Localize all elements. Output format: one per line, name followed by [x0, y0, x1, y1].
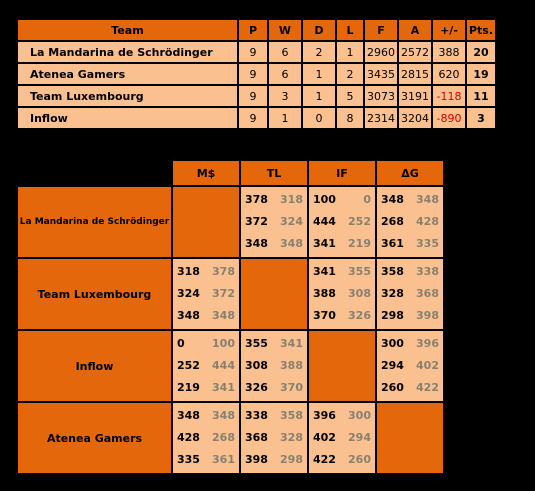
header-pts: Pts.: [467, 20, 495, 40]
score-pair: [377, 377, 443, 399]
header-w: W: [269, 20, 301, 40]
score-pair: [241, 405, 307, 427]
standings-header-row: [18, 20, 495, 40]
losses: 8: [337, 108, 363, 128]
wins: 1: [269, 108, 301, 128]
score-pair: [377, 189, 443, 211]
grid-score-cell: [309, 187, 375, 257]
score-pair: [173, 355, 239, 377]
score-for: 372: [245, 215, 268, 228]
score-against: 341: [212, 381, 235, 394]
score-pair: [377, 261, 443, 283]
grid-row-header: Atenea Gamers: [18, 403, 171, 473]
grid-score-cell: [241, 331, 307, 401]
grid-self-cell: [241, 259, 307, 329]
score-for: 328: [381, 287, 404, 300]
score-pair: [241, 449, 307, 471]
score-against: 335: [416, 237, 439, 250]
point-difference: -118: [433, 86, 465, 106]
wins: 3: [269, 86, 301, 106]
grid-column-header: M$: [173, 161, 239, 185]
grid-score-cell: [241, 403, 307, 473]
score-for: 335: [177, 453, 200, 466]
score-against: 402: [416, 359, 439, 372]
table-row: [18, 108, 495, 128]
score-against: 355: [348, 265, 371, 278]
grid-column-header: ΔG: [377, 161, 443, 185]
team-name: La Mandarina de Schrödinger: [18, 42, 237, 62]
score-against: 298: [280, 453, 303, 466]
score-for: 396: [313, 409, 336, 422]
score-pair: [309, 427, 375, 449]
score-against: 300: [348, 409, 371, 422]
score-for: 326: [245, 381, 268, 394]
score-against: 422: [416, 381, 439, 394]
grid-corner: [18, 161, 171, 185]
score-against: 219: [348, 237, 371, 250]
head-to-head-grid: [16, 159, 445, 475]
score-for: 361: [381, 237, 404, 250]
score-pair: [173, 449, 239, 471]
score-against: 326: [348, 309, 371, 322]
header-plus-minus: +/-: [433, 20, 465, 40]
score-against: 428: [416, 215, 439, 228]
score-for: 260: [381, 381, 404, 394]
played: 9: [239, 86, 267, 106]
score-for: 308: [245, 359, 268, 372]
score-against: 378: [212, 265, 235, 278]
score-pair: [377, 333, 443, 355]
point-difference: 620: [433, 64, 465, 84]
score-for: 348: [177, 309, 200, 322]
point-difference: 388: [433, 42, 465, 62]
points-for: 3073: [365, 86, 397, 106]
score-for: 358: [381, 265, 404, 278]
grid-row-header: Team Luxembourg: [18, 259, 171, 329]
grid-row: [18, 331, 443, 401]
score-against: 100: [212, 337, 235, 350]
score-for: 268: [381, 215, 404, 228]
score-pair: [309, 405, 375, 427]
score-for: 300: [381, 337, 404, 350]
played: 9: [239, 42, 267, 62]
score-pair: [173, 405, 239, 427]
draws: 2: [303, 42, 335, 62]
losses: 5: [337, 86, 363, 106]
score-pair: [173, 261, 239, 283]
score-for: 348: [381, 193, 404, 206]
points-for: 3435: [365, 64, 397, 84]
score-for: 370: [313, 309, 336, 322]
score-against: 308: [348, 287, 371, 300]
score-pair: [309, 261, 375, 283]
table-row: [18, 86, 495, 106]
team-name: Inflow: [18, 108, 237, 128]
score-for: 428: [177, 431, 200, 444]
score-against: 370: [280, 381, 303, 394]
score-pair: [241, 333, 307, 355]
score-against: 268: [212, 431, 235, 444]
score-pair: [377, 305, 443, 327]
score-for: 348: [245, 237, 268, 250]
wins: 6: [269, 64, 301, 84]
score-pair: [173, 283, 239, 305]
score-pair: [241, 377, 307, 399]
score-against: 348: [416, 193, 439, 206]
grid-score-cell: [377, 187, 443, 257]
grid-score-cell: [377, 259, 443, 329]
wins: 6: [269, 42, 301, 62]
losses: 1: [337, 42, 363, 62]
grid-self-cell: [309, 331, 375, 401]
score-pair: [241, 233, 307, 255]
score-against: 358: [280, 409, 303, 422]
draws: 0: [303, 108, 335, 128]
score-against: 252: [348, 215, 371, 228]
header-d: D: [303, 20, 335, 40]
points-for: 2314: [365, 108, 397, 128]
grid-row: [18, 187, 443, 257]
score-against: 324: [280, 215, 303, 228]
score-pair: [309, 211, 375, 233]
score-pair: [309, 305, 375, 327]
score-pair: [241, 427, 307, 449]
score-pair: [173, 377, 239, 399]
score-pair: [377, 211, 443, 233]
score-pair: [241, 189, 307, 211]
grid-row-header: La Mandarina de Schrödinger: [18, 187, 171, 257]
score-for: 388: [313, 287, 336, 300]
score-for: 0: [177, 337, 185, 350]
grid-score-cell: [241, 187, 307, 257]
score-pair: [377, 233, 443, 255]
score-pair: [241, 355, 307, 377]
score-against: 318: [280, 193, 303, 206]
table-row: [18, 42, 495, 62]
score-against: 348: [280, 237, 303, 250]
score-for: 100: [313, 193, 336, 206]
header-p: P: [239, 20, 267, 40]
league-points: 20: [467, 42, 495, 62]
score-for: 398: [245, 453, 268, 466]
table-row: [18, 64, 495, 84]
score-against: 396: [416, 337, 439, 350]
score-against: 444: [212, 359, 235, 372]
score-for: 348: [177, 409, 200, 422]
grid-score-cell: [173, 403, 239, 473]
score-against: 372: [212, 287, 235, 300]
score-pair: [173, 427, 239, 449]
score-for: 252: [177, 359, 200, 372]
points-for: 2960: [365, 42, 397, 62]
grid-score-cell: [377, 331, 443, 401]
grid-column-header: IF: [309, 161, 375, 185]
grid-score-cell: [309, 259, 375, 329]
score-pair: [377, 283, 443, 305]
grid-score-cell: [173, 259, 239, 329]
score-against: 388: [280, 359, 303, 372]
grid-self-cell: [173, 187, 239, 257]
score-pair: [309, 283, 375, 305]
score-pair: [173, 333, 239, 355]
grid-header-row: [18, 161, 443, 185]
score-against: 361: [212, 453, 235, 466]
score-against: 260: [348, 453, 371, 466]
standings-table: [16, 18, 497, 130]
score-against: 348: [212, 309, 235, 322]
score-for: 355: [245, 337, 268, 350]
score-for: 402: [313, 431, 336, 444]
score-for: 341: [313, 265, 336, 278]
score-for: 422: [313, 453, 336, 466]
score-for: 219: [177, 381, 200, 394]
score-against: 338: [416, 265, 439, 278]
grid-row: [18, 259, 443, 329]
grid-column-header: TL: [241, 161, 307, 185]
points-against: 3191: [399, 86, 431, 106]
played: 9: [239, 108, 267, 128]
score-pair: [377, 355, 443, 377]
points-against: 3204: [399, 108, 431, 128]
score-for: 444: [313, 215, 336, 228]
losses: 2: [337, 64, 363, 84]
grid-score-cell: [173, 331, 239, 401]
grid-score-cell: [309, 403, 375, 473]
points-against: 2815: [399, 64, 431, 84]
point-difference: -890: [433, 108, 465, 128]
score-for: 368: [245, 431, 268, 444]
team-name: Atenea Gamers: [18, 64, 237, 84]
draws: 1: [303, 86, 335, 106]
header-team: Team: [18, 20, 237, 40]
points-against: 2572: [399, 42, 431, 62]
league-points: 11: [467, 86, 495, 106]
header-l: L: [337, 20, 363, 40]
score-for: 298: [381, 309, 404, 322]
league-points: 3: [467, 108, 495, 128]
score-pair: [309, 449, 375, 471]
score-pair: [309, 233, 375, 255]
grid-row-header: Inflow: [18, 331, 171, 401]
score-pair: [173, 305, 239, 327]
grid-self-cell: [377, 403, 443, 473]
score-against: 328: [280, 431, 303, 444]
score-against: 341: [280, 337, 303, 350]
score-pair: [241, 211, 307, 233]
score-against: 294: [348, 431, 371, 444]
score-pair: [309, 189, 375, 211]
score-against: 0: [363, 193, 371, 206]
header-a: A: [399, 20, 431, 40]
score-against: 398: [416, 309, 439, 322]
score-against: 348: [212, 409, 235, 422]
played: 9: [239, 64, 267, 84]
score-for: 341: [313, 237, 336, 250]
score-for: 294: [381, 359, 404, 372]
league-points: 19: [467, 64, 495, 84]
score-for: 324: [177, 287, 200, 300]
score-for: 318: [177, 265, 200, 278]
score-against: 368: [416, 287, 439, 300]
header-f: F: [365, 20, 397, 40]
team-name: Team Luxembourg: [18, 86, 237, 106]
draws: 1: [303, 64, 335, 84]
grid-row: [18, 403, 443, 473]
score-for: 378: [245, 193, 268, 206]
score-for: 338: [245, 409, 268, 422]
